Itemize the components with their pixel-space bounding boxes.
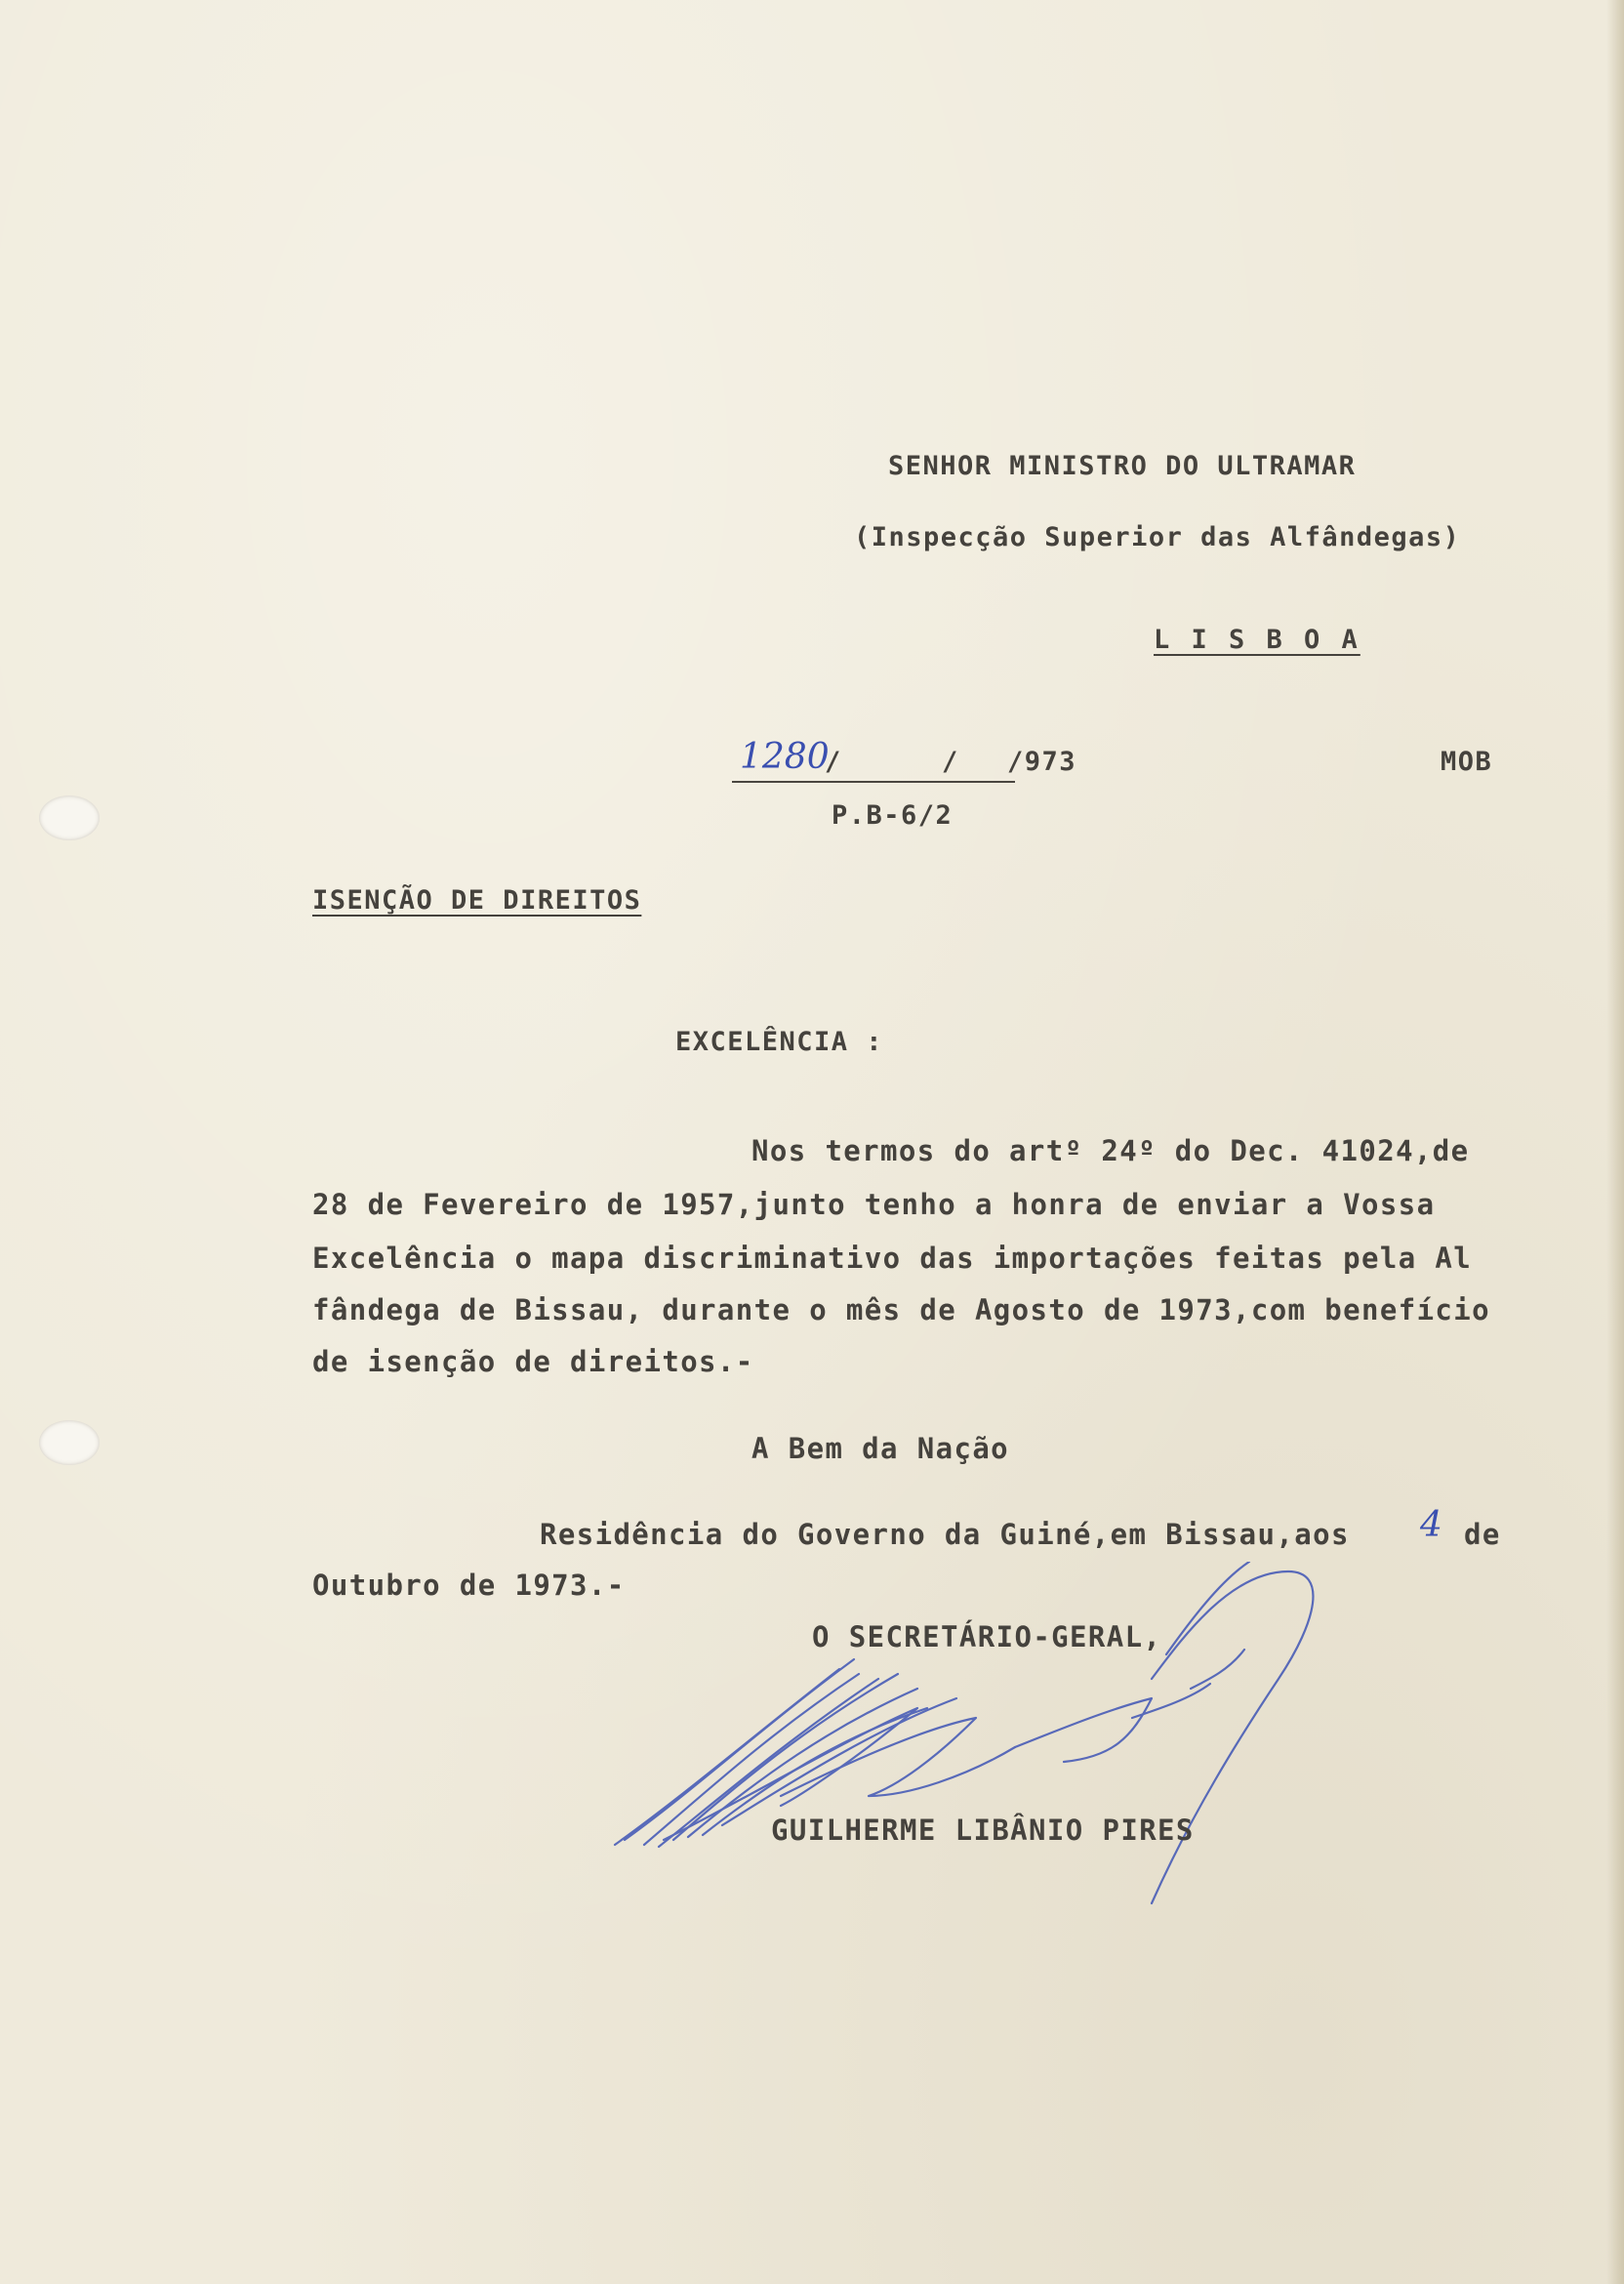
- body-line-1: Nos termos do artº 24º do Dec. 41024,de: [751, 1134, 1470, 1167]
- reference-number-handwritten: 1280: [740, 737, 830, 777]
- subject-heading: ISENÇÃO DE DIREITOS: [312, 885, 642, 916]
- addressee-city: L I S B O A: [1154, 625, 1360, 655]
- day-handwritten: 4: [1420, 1505, 1442, 1545]
- reference-separator-2: /: [942, 747, 959, 777]
- reference-year: /973: [1007, 747, 1077, 777]
- reference-process: P.B-6/2: [832, 800, 954, 831]
- body-line-3: Excelência o mapa discriminativo das importações feitas pela Al: [312, 1242, 1473, 1275]
- place-date-line-1-end: de: [1464, 1518, 1501, 1551]
- signatory-name: GUILHERME LIBÂNIO PIRES: [771, 1814, 1195, 1847]
- reference-underline: [732, 781, 1015, 783]
- body-line-4: fândega de Bissau, durante o mês de Agosto de 1973,com benefício: [312, 1293, 1491, 1326]
- addressee-line-1: SENHOR MINISTRO DO ULTRAMAR: [888, 451, 1357, 481]
- handwritten-signature: [605, 1562, 1366, 1923]
- reference-code: MOB: [1441, 747, 1493, 777]
- body-line-2: 28 de Fevereiro de 1957,junto tenho a honra de enviar a Vossa: [312, 1188, 1436, 1221]
- place-date-line-2: Outubro de 1973.-: [312, 1569, 626, 1602]
- reference-separator-1: /: [825, 747, 842, 777]
- punch-hole-bottom: [39, 1420, 100, 1465]
- place-date-line-1: Residência do Governo da Guiné,em Bissau,aos: [540, 1518, 1350, 1551]
- body-line-5: de isenção de direitos.-: [312, 1345, 754, 1378]
- signatory-title: O SECRETÁRIO-GERAL,: [812, 1620, 1162, 1653]
- salutation: EXCELÊNCIA :: [675, 1027, 884, 1057]
- punch-hole-top: [39, 795, 100, 840]
- addressee-line-2: (Inspecção Superior das Alfândegas): [854, 522, 1461, 552]
- closing-phrase: A Bem da Nação: [751, 1432, 1010, 1465]
- paper-edge: [1606, 0, 1624, 2284]
